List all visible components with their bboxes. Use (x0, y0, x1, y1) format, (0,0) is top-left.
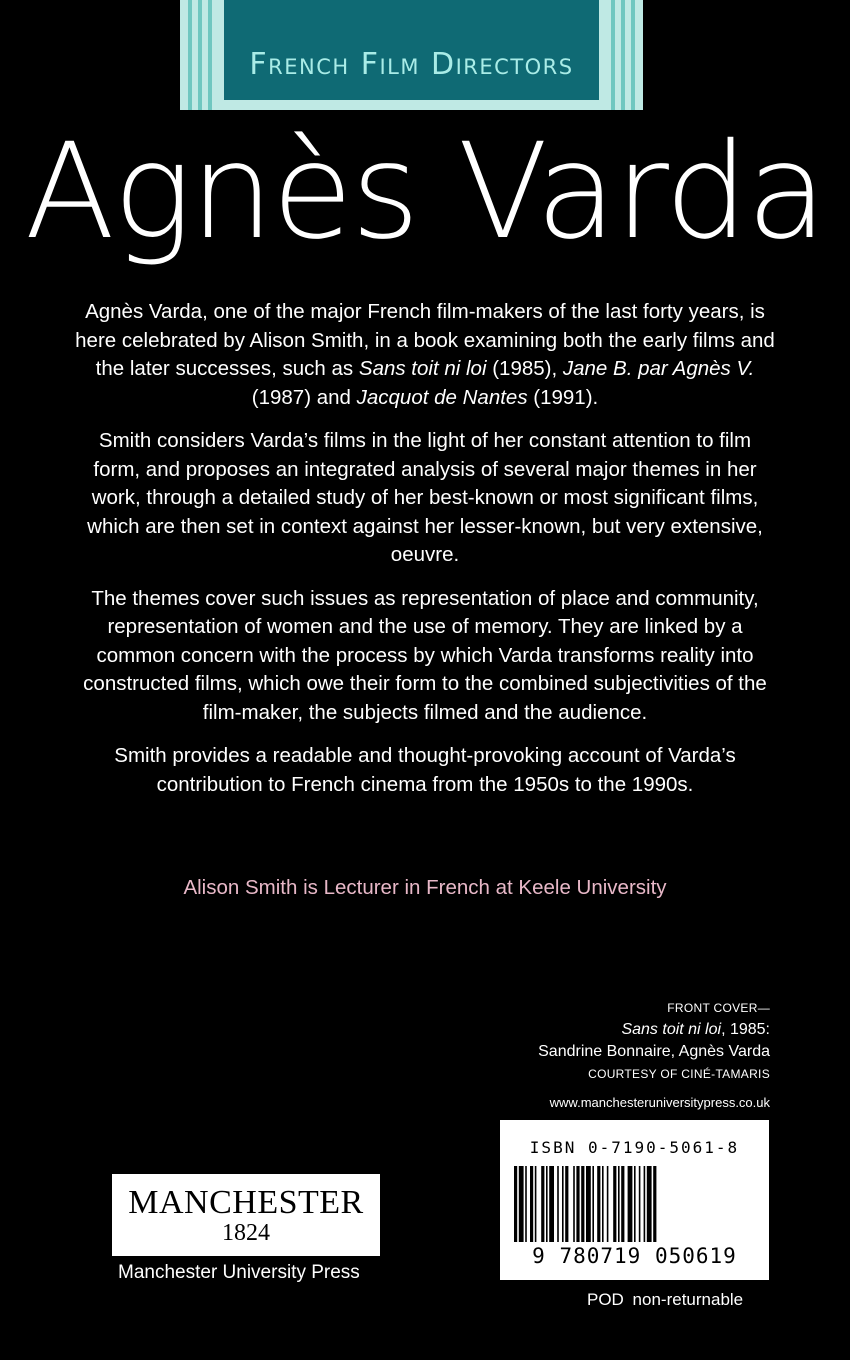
barcode (500, 1120, 769, 1280)
barcode-bar (573, 1166, 575, 1242)
barcode-bar (514, 1166, 517, 1242)
blurb-paragraph: Smith considers Varda’s films in the light of her constant attention to film form, and proposes an integrated analysis of several major themes in her work, through a detailed study of her best-known or most significant films, which are then set in context against her lesser-known, but very extensive, oeuvre. (87, 429, 763, 566)
barcode-bar (639, 1166, 641, 1242)
credit-courtesy: COURTESY OF CINÉ-TAMARIS (588, 1067, 770, 1081)
barcode-bar (565, 1166, 568, 1242)
publisher-logo (112, 1174, 380, 1256)
banner-stripe (631, 0, 635, 110)
logo-name: MANCHESTER (128, 1184, 364, 1221)
series-title: French Film Directors (249, 47, 574, 82)
credit-film-line: Sans toit ni loi, 1985: (621, 1021, 770, 1038)
cover-credit (538, 997, 770, 1085)
barcode-bar (546, 1166, 548, 1242)
barcode-bar (519, 1166, 524, 1242)
barcode-bar (557, 1166, 559, 1242)
credit-label: FRONT COVER— (667, 1001, 770, 1015)
publisher-url: www.manchesteruniversitypress.co.uk (549, 1095, 770, 1110)
banner-stripe (611, 0, 615, 110)
barcode-bar (644, 1166, 646, 1242)
publisher-name: Manchester University Press (118, 1262, 360, 1283)
blurb-paragraph: Agnès Varda, one of the major French film-makers of the last forty years, is here celebrated by Alison Smith, in a book examining both the early films and the later successes, such as Sans toit ni loi (1985), Jane B. par Agnès V. (1987) and Jacquot de Nantes (1991). (75, 300, 775, 409)
barcode-bar (634, 1166, 636, 1242)
barcode-bar (541, 1166, 544, 1242)
ean-text: 9 780719 050619 (532, 1244, 737, 1268)
barcode-bar (607, 1166, 609, 1242)
author-note: Alison Smith is Lecturer in French at Keele University (183, 876, 667, 899)
book-title: Agnès Varda (24, 115, 826, 269)
logo-year: 1824 (222, 1220, 270, 1246)
credit-people: Sandrine Bonnaire, Agnès Varda (538, 1043, 770, 1060)
film-title: Jane B. par Agnès V. (562, 357, 755, 380)
barcode-bar (576, 1166, 579, 1242)
blurb-paragraph: Smith provides a readable and thought-provoking account of Varda’s contribution to French cinema from the 1950s to the 1990s. (114, 744, 736, 796)
banner-panel (224, 0, 599, 100)
barcode-bar (562, 1166, 564, 1242)
barcode-bar (647, 1166, 652, 1242)
barcode-bar (613, 1166, 616, 1242)
banner-stripe (188, 0, 192, 110)
barcode-bar (549, 1166, 554, 1242)
pod-note: POD non-returnable (587, 1290, 744, 1309)
blurb (75, 298, 775, 814)
barcode-bar (621, 1166, 624, 1242)
film-title: Jacquot de Nantes (356, 385, 528, 409)
barcode-bar (592, 1166, 594, 1242)
banner-stripe (621, 0, 625, 110)
series-banner (180, 0, 643, 110)
barcode-bar (535, 1166, 537, 1242)
barcode-bar (628, 1166, 633, 1242)
blurb-paragraph: The themes cover such issues as representation of place and community, representation of women and the use of memory. They are linked by a common concern with the process by which Varda transforms reality into constructed films, which owe their form to the combined subjectivities of the film-maker, the subjects filmed and the audience. (83, 586, 767, 724)
barcode-bar (653, 1166, 656, 1242)
barcode-bar (586, 1166, 591, 1242)
barcode-bar (597, 1166, 600, 1242)
isbn-text: ISBN 0-7190-5061-8 (529, 1138, 740, 1157)
barcode-bars (510, 1166, 759, 1242)
barcode-bar (602, 1166, 604, 1242)
banner-stripe (198, 0, 202, 110)
barcode-bar (581, 1166, 584, 1242)
banner-stripe (208, 0, 212, 110)
credit-film: Sans toit ni loi (621, 1021, 722, 1038)
film-title: Sans toit ni loi (358, 357, 487, 380)
barcode-bar (525, 1166, 527, 1242)
barcode-bar (618, 1166, 620, 1242)
barcode-bar (530, 1166, 533, 1242)
